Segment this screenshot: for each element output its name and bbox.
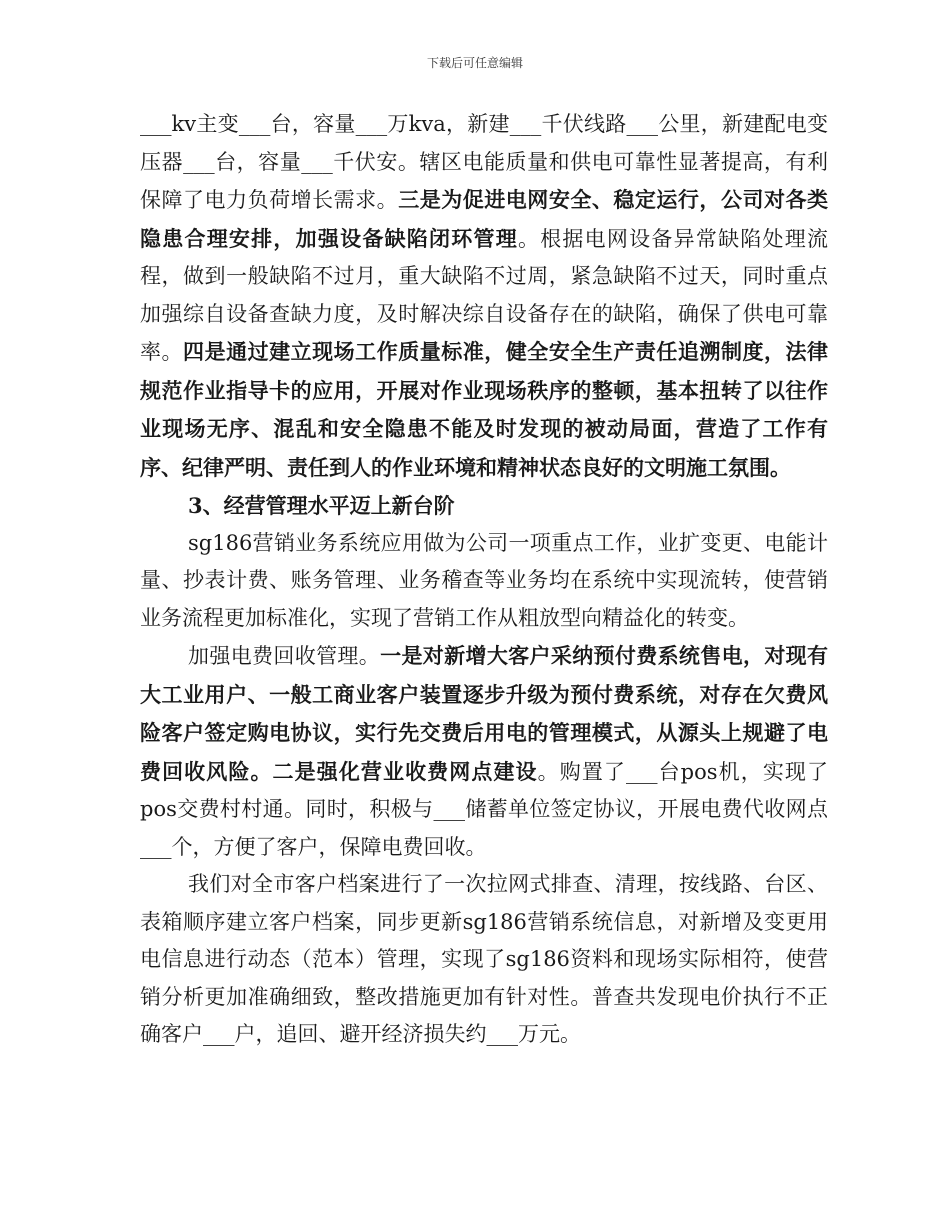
paragraph-text: 。购置了___台pos机，实现了pos交费村村通。同时，积极与___储蓄单位签定协议，开展电费代收网点___个，方便了客户，保障电费回收。 xyxy=(140,759,828,859)
paragraph-bold-text: 三是为促进电网安全、稳定运行，公司对各类隐患合理安排，加强设备缺陷闭环管理 xyxy=(140,187,829,251)
paragraph-fee-collection xyxy=(140,637,828,866)
paragraph-sg186: sg186营销业务系统应用做为公司一项重点工作，业扩变更、电能计量、抄表计费、账务管理、业务稽查等业务均在系统中实现流转，使营销业务流程更加标准化，实现了营销工作从粗放型向精益化的转变。 xyxy=(140,530,828,630)
page-header: 下载后可任意编辑 xyxy=(426,56,523,70)
paragraph-customer-archive: 我们对全市客户档案进行了一次拉网式排查、清理，按线路、台区、表箱顺序建立客户档案，同步更新sg186营销系统信息，对新增及变更用电信息进行动态（范本）管理，实现了sg186资料和现场实际相符，使营销分析更加准确细致，整改措施更加有针对性。普查共发现电价执行不正确客户___户，追回、避开经济损失约___万元。 xyxy=(140,872,828,1046)
section-heading-3: 3、经营管理水平迈上新台阶 xyxy=(188,493,455,518)
paragraph-text: ___kv主变___台，容量___万kva，新建___千伏线路___公里，新建配电变压器___台，容量___千伏安。辖区电能质量和供电可靠性显著提高，有利保障了电力负荷增长需求。 xyxy=(140,112,828,212)
paragraph-text: 。根据电网设备异常缺陷处理流程，做到一般缺陷不过月，重大缺陷不过周，紧急缺陷不过天，同时重点加强综自设备查缺力度，及时解决综自设备存在的缺陷，确保了供电可靠率。 xyxy=(140,226,829,364)
paragraph-bold-text: 一是对新增大客户采纳预付费系统售电，对现有大工业用户、一般工商业客户装置逐步升级为预付费系统，对存在欠费风险客户签定购电协议，实行先交费后用电的管理模式，从源头上规避了电费回收风险。二是强化营业收费网点建设 xyxy=(140,643,829,784)
paragraph-grid-safety xyxy=(140,106,828,487)
paragraph-bold-text: 四是通过建立现场工作质量标准，健全安全生产责任追溯制度，法律规范作业指导卡的应用，开展对作业现场秩序的整顿，基本扭转了以往作业现场无序、混乱和安全隐患不能及时发现的被动局面，营造了工作有序、纪律严明、责任到人的作业环境和精神状态良好的文明施工氛围。 xyxy=(140,339,829,480)
paragraph-text: 加强电费回收管理。 xyxy=(188,644,381,668)
document-body xyxy=(140,106,828,1054)
